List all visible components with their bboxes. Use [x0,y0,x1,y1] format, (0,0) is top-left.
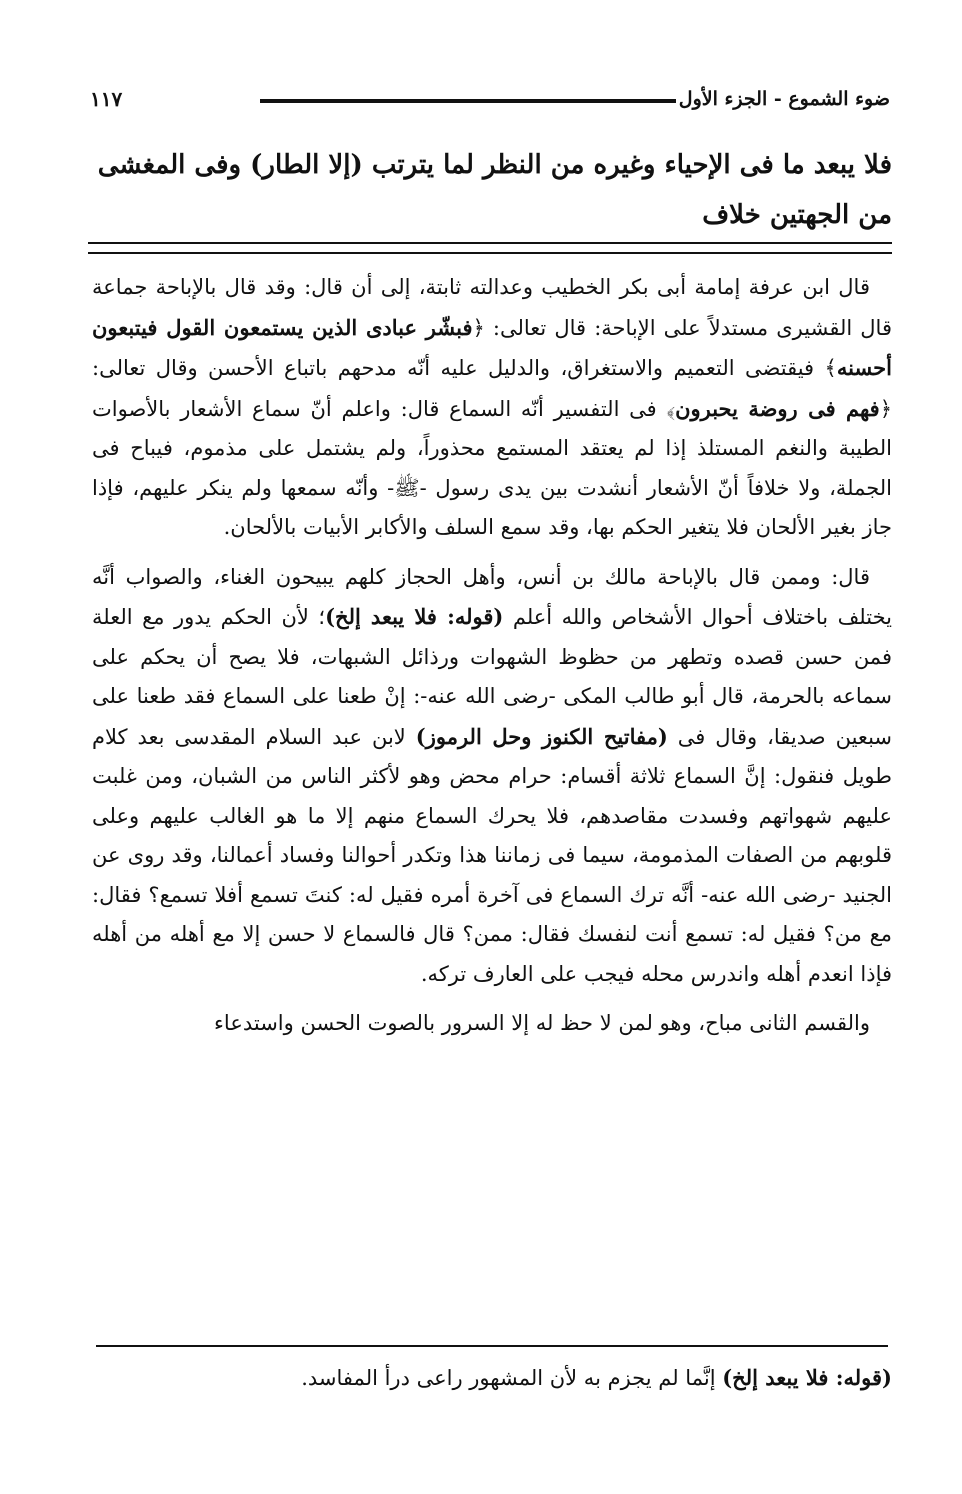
paragraph-text: قال: وممن قال بالإباحة مالك بن أنس، وأهل الحجاز كلهم يبيحون الغناء، والصواب أنَّه يختلف باختلاف أحوال الأشخاص والله أعلم [92,564,892,629]
footnote-text: إنَّما لم يجزم به لأن المشهور راعى درأ المفاسد. [301,1366,723,1390]
quran-quote: فبشّر عبادى الذين يستمعون القول فيتبعون أحسنه [92,314,892,380]
paragraph-text: ﴾ فيقتضى التعميم والاستغراق، والدليل عليه أنّه مدحهم باتباع الأحسن وقال تعالى: ﴿ [92,356,892,421]
running-header-title: ضوء الشموع - الجزء الأول [678,88,890,110]
paragraph-text: والقسم الثانى مباح، وهو لمن لا حظ له إلا السرور بالصوت الحسن واستدعاء [214,1011,870,1035]
paragraph-text: ؛ لأن الحكم يدور مع العلة فمن حسن قصده وتطهر من حظوظ الشهوات ورذائل الشبهات، فلا يصح أن يحكم على سماعه بالحرمة، قال أبو طالب المكى -رضى الله عنه-: إنْ طعنا على السماع فقد طعنا على سبعين صديقا، وقال فى [92,605,892,749]
footnote [92,1358,892,1398]
heading-double-rule [88,242,892,254]
body-text [92,268,892,1044]
book-title: (مفاتيح الكنوز وحل الرموز) [415,723,668,749]
header-rule [260,99,676,103]
running-header [90,84,890,120]
footnote-label: (قوله: فلا يبعد إلخ) [722,1365,892,1390]
paragraph-text: ﴾ فى التفسير أنّه السماع قال: واعلم أنّ سماع الأشعار بالأصوات الطيبة والنغم المستلذ إذا لم يعتقد المستمع محذوراً، ولم يشتمل على مذموم، فيباح فى الجملة، ولا خلافاً أنّ الأشعار أنشدت بين يدى رسول -ﷺ- وأنّه سمعها ولم ينكر عليهم، فإذا جاز بغير الألحان فلا يتغير الحكم بها، وقد سمع السلف والأكابر الأبيات بالألحان. [92,396,892,539]
page-number: ١١٧ [90,87,123,111]
paragraph-text: قال ابن عرفة إمامة أبى بكر الخطيب وعدالته ثابتة، إلى أن قال: وقد قال بالإباحة جماعة قال القشيرى مستدلاً على الإباحة: قال تعالى: ﴿ [92,275,892,340]
footnote-rule [96,1345,888,1347]
paragraph-3 [92,1004,892,1044]
quran-quote: فهم فى روضة يحبرون [675,395,880,421]
paragraph-2 [92,558,892,995]
section-heading: فلا يبعد ما فى الإحياء وغيره من النظر لما يترتب (إلا الطار) وفى المغشى من الجهتين خلاف [97,150,892,230]
paragraph-text: لابن عبد السلام المقدسى بعد كلام طويل فنقول: إنَّ السماع ثلاثة أقسام: حرام محض وهو لأكثر الناس من الشبان، ومن غلبت عليهم شهواتهم وفسدت مقاصدهم، فلا يحرك السماع منهم إلا ما هو الغالب عليهم وعلى قلوبهم من الصفات المذمومة، سيما فى زماننا هذا وتكدر أحوالنا وفساد أعمالنا، وقد روى عن الجنيد -رضى الله عنه- أنَّه ترك السماع فى آخرة أمره فقيل له: كنتَ تسمع أفلا تسمع؟ فقال: مع من؟ فقيل له: تسمع أنت لنفسك فقال: ممن؟ قال فالسماع لا حسن إلا مع أهله من أهله فإذا انعدم أهله واندرس محله فيجب على العارف تركه. [92,724,892,986]
commentary-label: (قوله: فلا يبعد إلخ) [325,604,504,629]
paragraph-1 [92,268,892,548]
